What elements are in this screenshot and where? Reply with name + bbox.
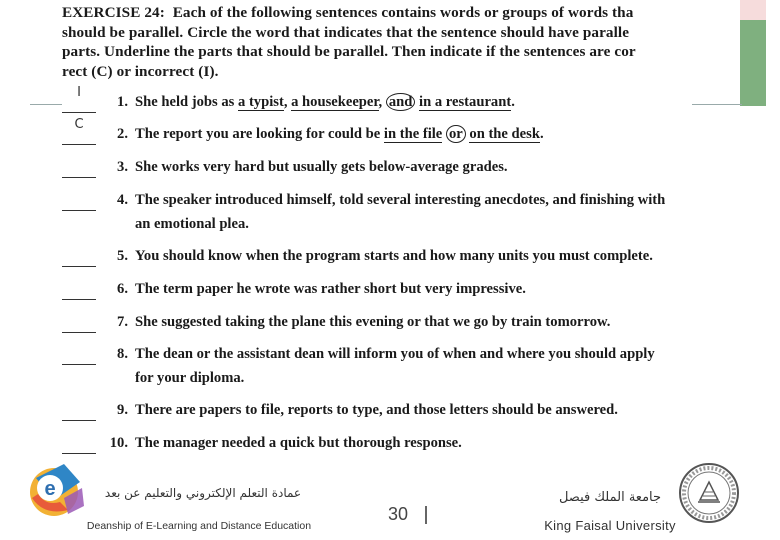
- answer-blank[interactable]: [62, 85, 96, 113]
- answer-blank[interactable]: [62, 277, 96, 300]
- sentence-text: .: [511, 94, 515, 110]
- university-arabic-name: جامعة الملك فيصل: [558, 490, 662, 505]
- item-number: 6.: [117, 281, 128, 297]
- item-sentence: [135, 342, 695, 366]
- sentence-text: ,: [378, 94, 386, 110]
- instruction-line-2: should be parallel. Circle the word that indicates that the sentence should have paralle: [62, 23, 630, 41]
- item-sentence: [135, 431, 695, 455]
- underlined-parallel-part: a typist: [238, 94, 284, 110]
- university-seal-icon: [678, 462, 740, 524]
- sentence-text: The speaker introduced himself, told several interesting anecdotes, and finishing with: [135, 192, 666, 208]
- answer-blank[interactable]: [62, 310, 96, 333]
- item-sentence: [135, 244, 695, 268]
- item-number: 7.: [117, 314, 128, 330]
- decorative-strip-green: [740, 20, 766, 106]
- svg-text:e: e: [44, 478, 56, 500]
- item-number: 5.: [117, 248, 128, 264]
- page-number: 30: [388, 504, 409, 524]
- sentence-text: She works very hard but usually gets below-average grades.: [135, 159, 508, 175]
- university-english-name: King Faisal University: [544, 518, 676, 533]
- divider-right: [692, 104, 742, 105]
- sentence-text: The manager needed a quick but thorough response.: [135, 435, 462, 451]
- answer-blank[interactable]: [62, 155, 96, 178]
- sentence-text: She held jobs as: [135, 94, 238, 110]
- answer-mark: C: [74, 117, 84, 132]
- item-number: 2.: [117, 126, 128, 142]
- deanship-english-name: Deanship of E-Learning and Distance Education: [86, 520, 312, 532]
- answer-blank[interactable]: [62, 398, 96, 421]
- answer-blank[interactable]: [62, 342, 96, 365]
- sentence-text: ,: [283, 94, 292, 110]
- answer-blank[interactable]: [62, 117, 96, 145]
- item-sentence: [135, 122, 695, 146]
- item-number: 9.: [117, 402, 128, 418]
- instruction-line-3: parts. Underline the parts that should be parallel. Then indicate if the sentences are cor: [62, 43, 636, 60]
- underlined-parallel-part: a housekeeper: [291, 94, 379, 110]
- item-number: 4.: [117, 192, 128, 208]
- instruction-line-1: Each of the following sentences contains words or groups of words tha: [172, 4, 634, 21]
- divider-left: [30, 104, 62, 105]
- page-number-divider: [425, 506, 427, 524]
- item-number: 3.: [117, 159, 128, 175]
- decorative-strip-pink: [740, 0, 766, 20]
- deanship-arabic-name: عمادة التعلم الإلكتروني والتعليم عن بعد: [104, 486, 302, 500]
- sentence-text: You should know when the program starts and how many units you must complete.: [135, 248, 653, 264]
- sentence-text: The dean or the assistant dean will inform you of when and where you should apply: [135, 346, 655, 362]
- item-number: 1.: [117, 94, 128, 110]
- underlined-parallel-part: in the file: [383, 126, 443, 142]
- underlined-parallel-part: in a restaurant: [419, 94, 512, 110]
- instruction-line-4: rect (C) or incorrect (I).: [62, 62, 219, 80]
- item-sentence-continuation: an emotional plea.: [135, 216, 249, 232]
- item-sentence: [135, 155, 695, 179]
- item-sentence: [135, 277, 695, 301]
- sentence-text: She suggested taking the plane this evening or that we go by train tomorrow.: [135, 314, 611, 330]
- sentence-text: The term paper he wrote was rather short but very impressive.: [135, 281, 526, 297]
- answer-blank[interactable]: [62, 188, 96, 211]
- exercise-title: EXERCISE 24:: [62, 4, 165, 21]
- item-sentence: [135, 398, 695, 422]
- item-number: 8.: [117, 346, 128, 362]
- item-sentence: [135, 188, 695, 212]
- underlined-parallel-part: on the desk: [469, 126, 540, 142]
- answer-mark: I: [77, 85, 81, 100]
- circled-connector-word: and: [386, 93, 416, 111]
- sentence-text: There are papers to file, reports to type, and those letters should be answered.: [135, 402, 618, 418]
- sentence-text: .: [539, 126, 544, 142]
- answer-blank[interactable]: [62, 431, 96, 454]
- item-sentence: [135, 310, 695, 334]
- sentence-text: The report you are looking for could be: [135, 126, 384, 142]
- answer-blank[interactable]: [62, 244, 96, 267]
- exercise-instructions: [62, 3, 692, 81]
- item-number: 10.: [109, 435, 128, 451]
- item-sentence: [135, 90, 695, 114]
- item-sentence-continuation: for your diploma.: [135, 370, 245, 386]
- e-learning-logo-icon: [24, 458, 88, 522]
- circled-connector-word: or: [446, 125, 466, 143]
